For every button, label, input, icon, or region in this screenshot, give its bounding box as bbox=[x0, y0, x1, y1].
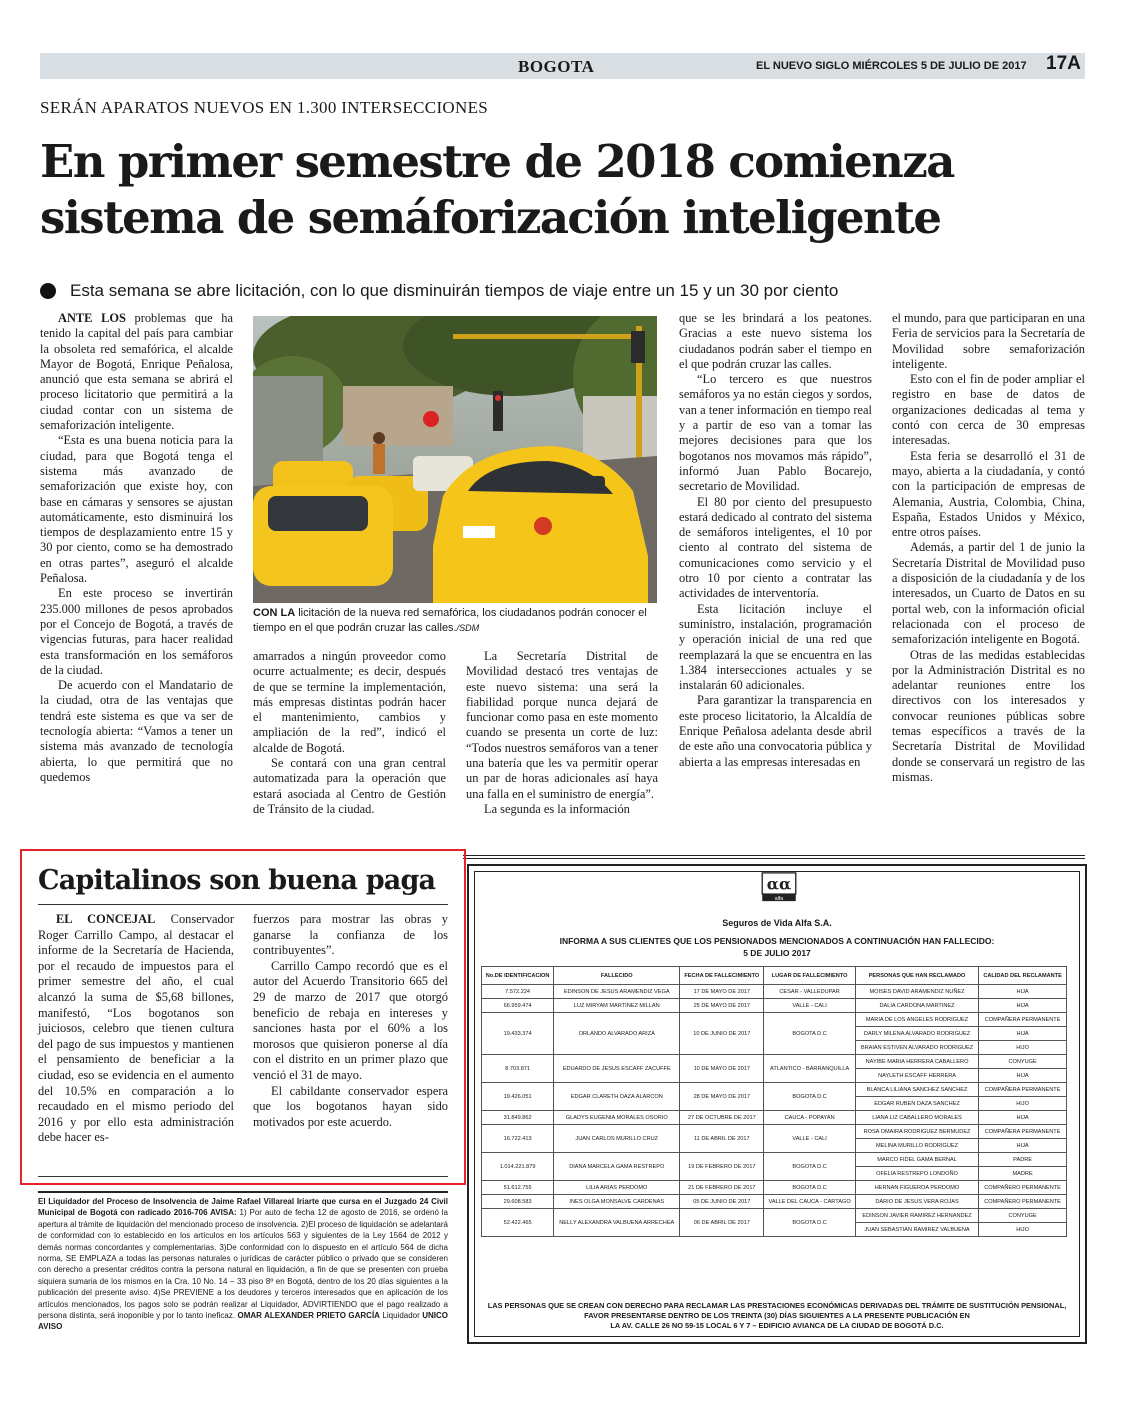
table-cell: 28 DE MAYO DE 2017 bbox=[680, 1083, 764, 1111]
table-cell: 06 DE ABRIL DE 2017 bbox=[680, 1209, 764, 1237]
table-cell: VALLE DEL CAUCA - CARTAGO bbox=[764, 1195, 856, 1209]
table-cell: 1.014.221.879 bbox=[482, 1153, 554, 1181]
liquidator-role: Liquidador bbox=[379, 1311, 423, 1321]
table-cell: VALLE - CALI bbox=[764, 999, 856, 1013]
table-cell: COMPAÑERO PERMANENTE bbox=[979, 1181, 1067, 1195]
table-row bbox=[482, 1181, 1067, 1195]
paragraph: fuerzos para mostrar las obras y ganarse la confianza de los contribuyentes”. bbox=[253, 912, 448, 958]
table-cell: COMPAÑERA PERMANENTE bbox=[979, 1125, 1067, 1139]
table-cell: EDUARDO DE JESUS ESCAFF ZACUFFE bbox=[554, 1055, 680, 1083]
table-cell: HIJA bbox=[979, 985, 1067, 999]
paragraph: El 80 por ciento del presupuesto estará dedicado al contrato del sistema de semáforos inteligentes, el 10 por ciento al contrato del sistema de comunicaciones como servicio y el otro 10 por ciento a contratar las actividades de interventoría. bbox=[679, 494, 872, 601]
table-cell: 16.722.413 bbox=[482, 1125, 554, 1153]
table-cell: EDGAR RUBEN DAZA SANCHEZ bbox=[855, 1097, 978, 1111]
table-cell: CONYUGE bbox=[979, 1055, 1067, 1069]
table-cell: LIANA LIZ CABALLERO MORALES bbox=[855, 1111, 978, 1125]
table-row bbox=[482, 999, 1067, 1013]
article-column-1 bbox=[40, 311, 233, 785]
article-column-3 bbox=[679, 311, 872, 770]
paragraph: De acuerdo con el Mandatario de la ciudad, otra de las ventajas que tendrá este sistema es que va ser de tecnología abierta: “Vamos a tener un sistema más avanzado de tecnología abierta, lo que permitirá que no quedemos bbox=[40, 678, 233, 784]
caption-lead: CON LA bbox=[253, 607, 296, 619]
table-cell: 8.703.871 bbox=[482, 1055, 554, 1083]
article-column-3-bottom bbox=[466, 649, 658, 817]
legal-notice bbox=[38, 1191, 448, 1333]
table-cell: 27 DE OCTUBRE DE 2017 bbox=[680, 1111, 764, 1125]
table-cell: ATLANTICO - BARRANQUILLA bbox=[764, 1055, 856, 1083]
table-cell: 11 DE ABRIL DE 2017 bbox=[680, 1125, 764, 1153]
table-cell: DALIA CARDONA MARTINEZ bbox=[855, 999, 978, 1013]
table-cell: ROSA OMAIRA RODRIGUEZ BERMUDEZ bbox=[855, 1125, 978, 1139]
ad-date: 5 DE JULIO 2017 bbox=[743, 948, 811, 958]
table-cell: BOGOTA D.C bbox=[764, 1181, 856, 1195]
table-cell: MELINA MURILLO RODRIGUEZ bbox=[855, 1139, 978, 1153]
paragraph: amarrados a ningún proveedor como ocurre actualmente; es decir, después de que se termine la implementación, más empresas distintas podrán hacer el mantenimiento, cambios y ampliación de la red”, indicó el alcalde de Bogotá. bbox=[253, 649, 446, 755]
paragraph: La segunda es la información bbox=[484, 801, 630, 816]
table-cell: HIJA bbox=[979, 999, 1067, 1013]
table-cell: 21 DE FEBRERO DE 2017 bbox=[680, 1181, 764, 1195]
table-cell: BRAIAN ESTIVEN ALVARADO RODRIGUEZ bbox=[855, 1041, 978, 1055]
table-cell: JUAN SEBASTIAN RAMIREZ VALBUENA bbox=[855, 1223, 978, 1237]
article-column-2 bbox=[253, 649, 446, 817]
table-cell: NAYIBE MARIA HERRERA CABALLERO bbox=[855, 1055, 978, 1069]
paragraph: Carrillo Campo recordó que es el autor del Acuerdo Transitorio 665 del 29 de marzo de 2017 que otorgó beneficio de rebaja en intereses y sanciones hasta por el 60% a los morosos que quisieron ponerse al día con el distrito en un primer plazo que venció el 31 de mayo. bbox=[253, 958, 448, 1082]
paragraph: el mundo, para que participaran en una Feria de servicios para la Secretaría de Movilidad sobre semaforización inteligente. bbox=[892, 311, 1086, 371]
table-cell: BOGOTA D.C bbox=[764, 1083, 856, 1111]
table-cell: 19 DE FEBRERO DE 2017 bbox=[680, 1153, 764, 1181]
table-cell: NELLY ALEXANDRA VALBUENA ARRECHEA bbox=[554, 1209, 680, 1237]
box-column-1 bbox=[38, 912, 234, 1146]
ad-footer-line: LA AV. CALLE 26 NO 59-15 LOCAL 6 Y 7 – EDIFICIO AVIANCA DE LA CIUDAD DE BOGOTÁ D.C. bbox=[610, 1321, 944, 1330]
traffic-photo-illustration bbox=[253, 316, 657, 603]
section-divider bbox=[463, 858, 1085, 859]
table-row bbox=[482, 1013, 1067, 1027]
table-cell: 31.849.862 bbox=[482, 1111, 554, 1125]
column-header: FECHA DE FALLECIMIENTO bbox=[680, 967, 764, 985]
alfa-logo-icon bbox=[759, 872, 799, 902]
table-cell: BOGOTA D.C bbox=[764, 1209, 856, 1237]
insurance-notice-ad bbox=[467, 864, 1087, 1344]
table-cell: HIJA bbox=[979, 1069, 1067, 1083]
article-kicker: SERÁN APARATOS NUEVOS EN 1.300 INTERSECCIONES bbox=[40, 98, 489, 117]
table-cell: EDGAR CLARETH DAZA ALARCON bbox=[554, 1083, 680, 1111]
table-cell: BOGOTA D.C bbox=[764, 1153, 856, 1181]
box-headline: Capitalinos son buena paga bbox=[38, 865, 436, 896]
table-cell: NAYLETH ESCAFF HERRERA bbox=[855, 1069, 978, 1083]
paragraph: “Esta es una buena noticia para la ciudad, para que Bogotá tenga el sistema más avanzado de semaforización que existe hoy, con base en cámaras y sensores se ajustan automáticamente, esto disminuirá los tiempos de desplazamiento entre 15 y 30 por ciento, como se ha demostrado en otras partes”, aseguró el alcalde Peñalosa. bbox=[40, 433, 233, 586]
photo-credit: /SDM bbox=[456, 623, 480, 633]
column-header: CALIDAD DEL RECLAMANTE bbox=[979, 967, 1067, 985]
box-column-2 bbox=[253, 912, 448, 1130]
liquidator-name: OMAR ALEXANDER PRIETO GARCÍA bbox=[235, 1311, 380, 1321]
table-cell: OFELIA RESTREPO LONDOÑO bbox=[855, 1167, 978, 1181]
bullet-icon bbox=[40, 283, 56, 299]
ad-footer bbox=[479, 1301, 1075, 1331]
column-header: LUGAR DE FALLECIMIENTO bbox=[764, 967, 856, 985]
section-divider bbox=[463, 855, 1085, 856]
paragraph: El cabildante conservador espera que los bogotanos hayan sido motivados por este acuerdo. bbox=[253, 1083, 448, 1129]
paragraph: “Lo tercero es que nuestros semáforos ya no están ciegos y sordos, van a tener información en tiempo real y a partir de eso van a tomar las mejores decisiones para que los bogotanos nos movamos más rápido”, informó Juan Pablo Bocarejo, secretario de Movilidad. bbox=[679, 372, 872, 494]
paragraph: problemas que ha tenido la capital del país para cambiar la obsoleta red semafórica, el alcalde Mayor de Bogotá, Enrique Peñalosa, anunció que esta semana se abrirá el proceso licitatorio que permitirá a la ciudad contar con un sistema de semaforización inteligente. bbox=[40, 311, 233, 433]
ad-footer-line: FAVOR PRESENTARSE DENTRO DE LOS TREINTA (30) DÍAS SIGUIENTES A LA PRESENTE PUBLICACIÓN EN bbox=[584, 1311, 970, 1320]
table-row bbox=[482, 1195, 1067, 1209]
table-row bbox=[482, 1111, 1067, 1125]
column-header: FALLECIDO bbox=[554, 967, 680, 985]
table-cell: 19.433.374 bbox=[482, 1013, 554, 1055]
article-subhead bbox=[40, 281, 838, 301]
paragraph: Además, a partir del 1 de junio la Secretaría Distrital de Movilidad puso a disposición de la ciudadanía y de los interesados, un Cuarto de Datos en su portal web, con la información oficial relacionada con el proceso de semaforización inteligente en Bogotá. bbox=[892, 540, 1085, 647]
paragraph: En este proceso se invertirán 235.000 millones de pesos aprobados por el Concejo de Bogotá, a través de vigencias futuras, para hacer realidad esta transformación en los semáforos de la ciudad. bbox=[40, 586, 233, 677]
photo-caption bbox=[253, 606, 657, 636]
paragraph: Conservador Roger Carrillo Campo, al destacar el informe de la Secretaría de Hacienda, por el recaudo de impuestos para el primer semestre del año, el cual alcanzó la suma de $5,68 billones, manifestó, “Los bogotanos son juiciosos, celebro que tienen cultura del pago de sus impuestos y mantienen el pensamiento de beneficiar a la ciudad, eso se evidencia en el aumento del 10.5% en comparación a lo recaudado en el mismo periodo del 2016 y por ello esta administración debe hacer es- bbox=[38, 912, 234, 1145]
lead-in: EL CONCEJAL bbox=[56, 912, 156, 926]
paragraph: Se contará con una gran central automatizada para la operación que estará asociada al Centro de Gestión de Tránsito de la ciudad. bbox=[253, 756, 446, 816]
table-cell: 66.959.474 bbox=[482, 999, 554, 1013]
svg-text:αα: αα bbox=[766, 874, 792, 894]
table-cell: PADRE bbox=[979, 1153, 1067, 1167]
page-number: 17A bbox=[1046, 53, 1081, 74]
table-cell: MARIA DE LOS ANGELES RODRIGUEZ bbox=[855, 1013, 978, 1027]
table-cell: COMPAÑERA PERMANENTE bbox=[979, 1013, 1067, 1027]
subhead-text: Esta semana se abre licitación, con lo que disminuirán tiempos de viaje entre un 15 y un 30 por ciento bbox=[70, 281, 839, 300]
table-row bbox=[482, 1083, 1067, 1097]
table-cell: DARLY MILENA ALVARADO RODRIGUEZ bbox=[855, 1027, 978, 1041]
table-cell: COMPAÑERO PERMANENTE bbox=[979, 1195, 1067, 1209]
legal-text: 1) Por auto de fecha 12 de agosto de 2016, se ordenó la apertura al trámite de liquidación del mencionado proceso de insolvencia. 2)El proceso de liquidación se adelantará de conformidad con lo establecido en los artículos en los artículos 563 y siguientes de la Ley 1564 de 2012 y demás normas concordantes y complementarias. 3)De conformidad con lo dispuesto en el artículo 564 de dicha norma, SE EMPLAZA a todas las personas naturales o jurídicas de carácter público o privado que se consideren con derecho a presentar créditos contra la persona natural en liquidación, a fin de que se presenten con prueba siquiera sumaria de los mismos en la Cra. 10 No. 14 – 33 piso 8º en Bogotá, dentro de los 20 días siguientes a la publicación del presente aviso. 4)Se PREVIENE a los deudores y terceros interesados que en aplicación de los artículos mencionados, los pagos solo se podrán realizar al Liquidador, ADVIRTIENDO que el pago realizado a persona distinta, será inoponible y por lo tanto ineficaz. bbox=[38, 1208, 448, 1321]
table-cell: VALLE - CALI bbox=[764, 1125, 856, 1153]
table-cell: 10 DE JUNIO DE 2017 bbox=[680, 1013, 764, 1055]
table-cell: BOGOTA D.C bbox=[764, 1013, 856, 1055]
table-header-row bbox=[482, 967, 1067, 985]
paragraph: Para garantizar la transparencia en este proceso licitatorio, la Alcaldía de Enrique Peñalosa adelanta desde abril de este año una convocatoria pública y abierta a las empresas interesadas en bbox=[679, 693, 872, 769]
pensioners-table bbox=[481, 966, 1067, 1237]
table-row bbox=[482, 985, 1067, 999]
table-cell: DIANA MARCELA GAMA RESTREPO bbox=[554, 1153, 680, 1181]
section-name: BOGOTA bbox=[518, 57, 595, 76]
table-row bbox=[482, 1125, 1067, 1139]
table-cell: 25 DE MAYO DE 2017 bbox=[680, 999, 764, 1013]
table-cell: 10 DE MAYO DE 2017 bbox=[680, 1055, 764, 1083]
paragraph: Otras de las medidas establecidas por la Administración Distrital es no adelantar reuniones entre los directivos con los interesados y convocar reuniones públicas sobre temas específicos a través de la Secretaría Distrital de Movilidad donde se conservará un registro de las mismas. bbox=[892, 647, 1085, 784]
table-cell: MARCO FIDEL GAMA BERNAL bbox=[855, 1153, 978, 1167]
table-cell: 17 DE MAYO DE 2017 bbox=[680, 985, 764, 999]
logo-lettering: alfa bbox=[774, 896, 784, 902]
table-cell: HIJA bbox=[979, 1139, 1067, 1153]
table-cell: 51.612.755 bbox=[482, 1181, 554, 1195]
notice-type: UNICO AVISO bbox=[38, 1311, 449, 1332]
lead-in: ANTE LOS bbox=[58, 311, 126, 325]
table-cell: CONYUGE bbox=[979, 1209, 1067, 1223]
table-cell: HIJO bbox=[979, 1223, 1067, 1237]
table-cell: CAUCA - POPAYAN bbox=[764, 1111, 856, 1125]
table-cell: MADRE bbox=[979, 1167, 1067, 1181]
article-headline: En primer semestre de 2018 comienza sistema de semáforización inteligente bbox=[40, 135, 954, 244]
table-cell: 19.426.051 bbox=[482, 1083, 554, 1111]
table-cell: HIJA bbox=[979, 1027, 1067, 1041]
ad-heading: INFORMA A SUS CLIENTES QUE LOS PENSIONADOS MENCIONADOS A CONTINUACIÓN HAN FALLECIDO: bbox=[559, 936, 995, 946]
table-cell: INES OLGA MONSALVE CARDENAS bbox=[554, 1195, 680, 1209]
table-cell: 52.422.465 bbox=[482, 1209, 554, 1237]
table-cell: 7.572.224 bbox=[482, 985, 554, 999]
table-cell: EDINSON DE JESUS ARAMENDIZ VEGA bbox=[554, 985, 680, 999]
table-cell: LILIA ARIAS PERDOMO bbox=[554, 1181, 680, 1195]
paragraph: que se les brindará a los peatones. Gracias a este nuevo sistema los ciudadanos podrán saber el tiempo en el que podrán cruzar las calles. bbox=[679, 311, 872, 371]
article-column-4 bbox=[892, 311, 1085, 785]
table-cell: JUAN CARLOS MURILLO CRUZ bbox=[554, 1125, 680, 1153]
table-cell: COMPAÑERA PERMANENTE bbox=[979, 1083, 1067, 1097]
table-cell: 29.608.583 bbox=[482, 1195, 554, 1209]
edition-date: EL NUEVO SIGLO MIÉRCOLES 5 DE JULIO DE 2017 bbox=[756, 60, 1027, 72]
table-cell: MOISES DAVID ARAMENDIZ NUÑEZ bbox=[855, 985, 978, 999]
table-cell: CESAR - VALLEDUPAR bbox=[764, 985, 856, 999]
table-row bbox=[482, 1055, 1067, 1069]
table-cell: LUZ MIRYAM MARTINEZ MILLAN bbox=[554, 999, 680, 1013]
article-photo bbox=[253, 316, 657, 603]
table-cell: GLADYS EUGENIA MORALES OSORIO bbox=[554, 1111, 680, 1125]
table-cell: BLANCA LILIANA SANCHEZ SANCHEZ bbox=[855, 1083, 978, 1097]
table-cell: 05 DE JUNIO DE 2017 bbox=[680, 1195, 764, 1209]
caption-text: licitación de la nueva red semafórica, los ciudadanos podrán conocer el tiempo en el que podrán cruzar las calles. bbox=[253, 607, 647, 634]
box-bottom-rule bbox=[38, 1176, 448, 1177]
table-row bbox=[482, 1153, 1067, 1167]
paragraph: Esta feria se desarrolló el 31 de mayo, abierta a la ciudadanía, y contó con la participación de empresas de Alemania, Austria, Colombia, China, España, Estados Unidos y México, entre otros países. bbox=[892, 448, 1085, 540]
table-cell: DARIO DE JESUS VERA ROJAS bbox=[855, 1195, 978, 1209]
table-cell: HIJO bbox=[979, 1041, 1067, 1055]
legal-heading: El Liquidador del Proceso de Insolvencia de Jaime Rafael Villareal Iriarte que cursa en el Juzgado 24 Civil Municipal de Bogotá con radicado 2016-706 AVISA: bbox=[38, 1197, 448, 1218]
table-cell: HIJO bbox=[979, 1097, 1067, 1111]
ad-footer-line: LAS PERSONAS QUE SE CREAN CON DERECHO PARA RECLAMAR LAS PRESTACIONES ECONÓMICAS DERIVADAS DEL TRÁMITE DE SUSTITUCIÓN PENSIONAL, bbox=[487, 1301, 1067, 1310]
table-row bbox=[482, 1209, 1067, 1223]
paragraph: Esta licitación incluye el suministro, instalación, programación y operación inicial de una red que reemplazará la que se encuentra en las 1.384 intersecciones actuales y se instalarán 60 adicionales. bbox=[679, 601, 872, 693]
ad-company: Seguros de Vida Alfa S.A. bbox=[722, 918, 832, 928]
column-header: No.DE IDENTIFICACION bbox=[482, 967, 554, 985]
table-cell: EDINSON JAVIER RAMIREZ HERNANDEZ bbox=[855, 1209, 978, 1223]
table-cell: HERNAN FIGUEROA PERDOMO bbox=[855, 1181, 978, 1195]
paragraph: La Secretaría Distrital de Movilidad destacó tres ventajas de este nuevo sistema: una será la fiabilidad porque nunca dejará de funcionar como pasa en este momento cuando se presenta un corte de luz: “Todos nuestros semáforos van a tener una batería que les va permitir operar un par de horas adicionales así haya una falla en el suministro de energía”. bbox=[466, 649, 658, 801]
paragraph: Esto con el fin de poder ampliar el registro en base de datos de organizaciones dedicadas al tema y contó con cerca de 30 empresas interesadas. bbox=[892, 372, 1085, 448]
table-cell: ORLANDO ALVARADO ARIZA bbox=[554, 1013, 680, 1055]
column-header: PERSONAS QUE HAN RECLAMADO bbox=[855, 967, 978, 985]
table-cell: HIJA bbox=[979, 1111, 1067, 1125]
box-rule bbox=[38, 904, 448, 905]
